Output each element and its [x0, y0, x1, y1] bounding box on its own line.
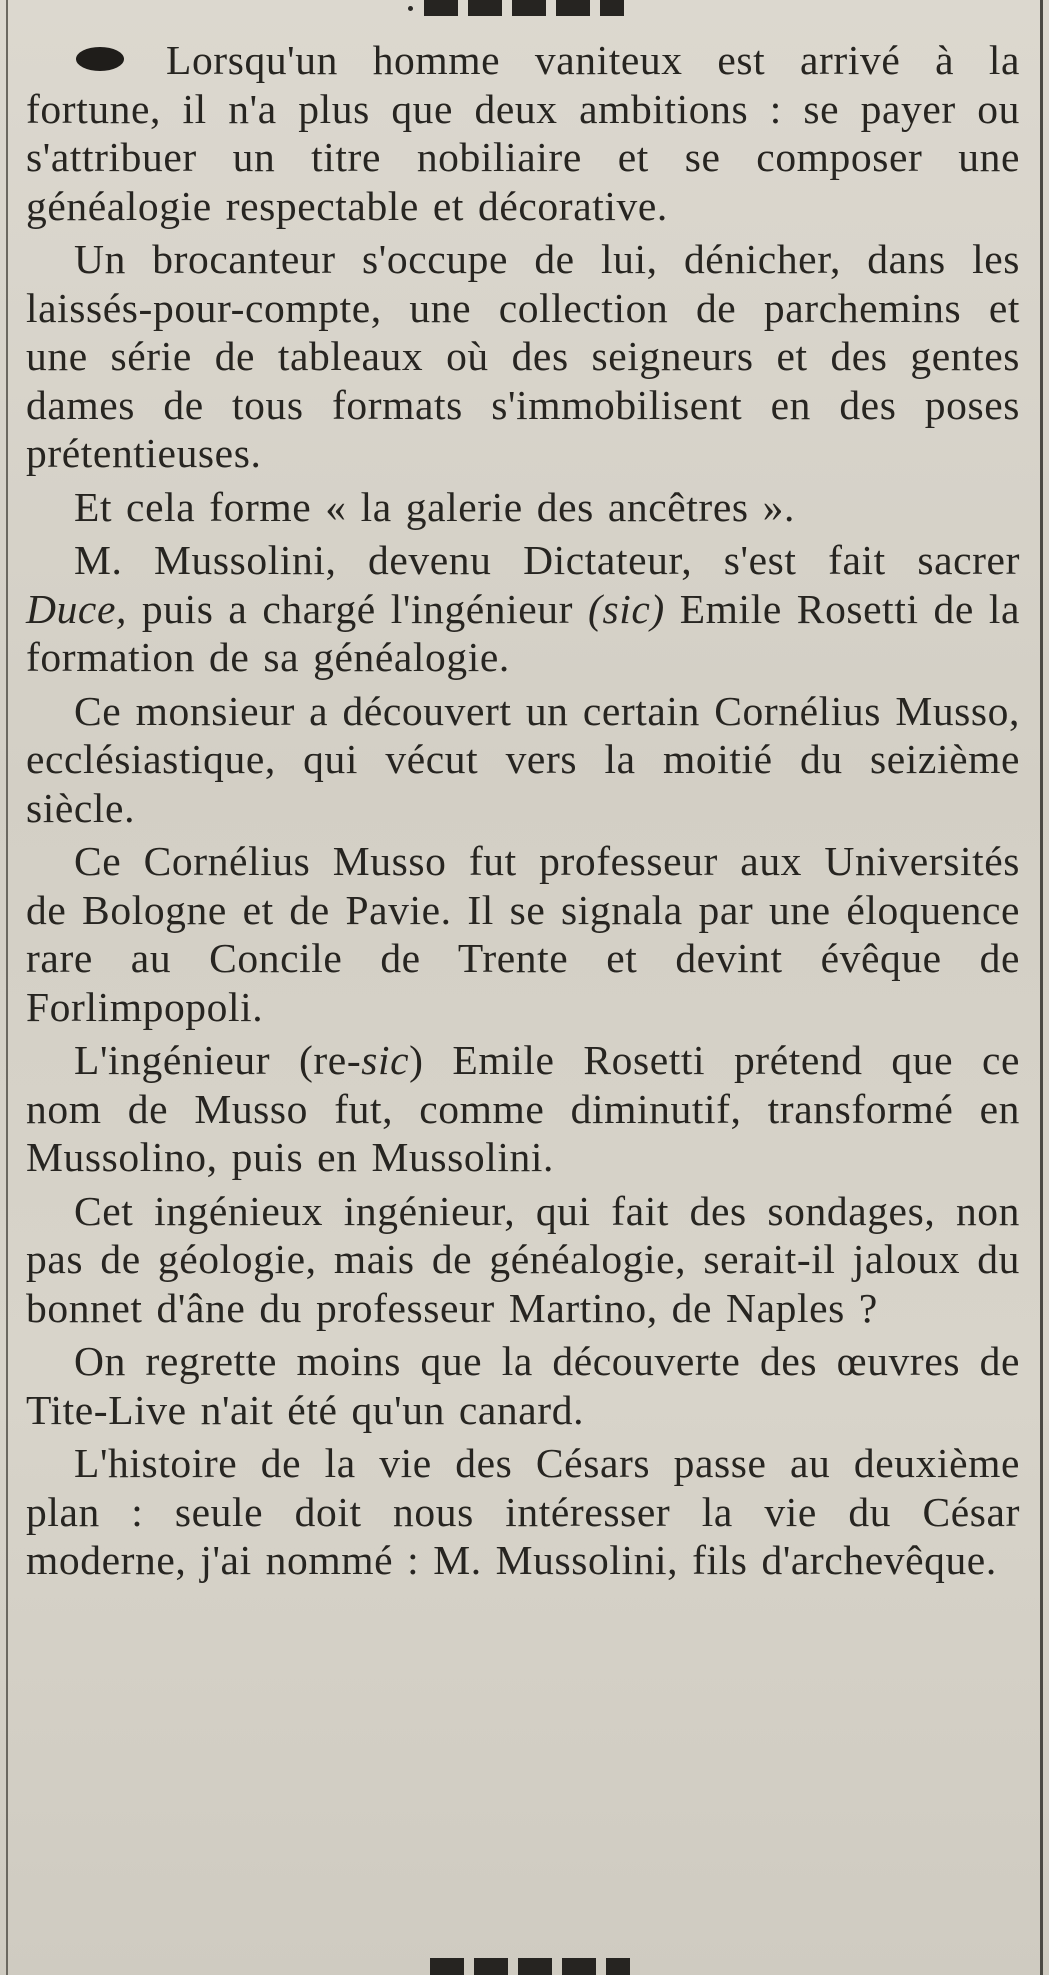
paragraph-2: Un brocanteur s'occupe de lui, dénicher, dans les laissés-pour-compte, une collection de parchemins et une série de tableaux où des seigneurs et des gentes dames de tous formats s'immobilisent en des poses prétentieuses.: [26, 236, 1020, 476]
paragraph-6: Ce Cornélius Musso fut professeur aux Universités de Bologne et de Pavie. Il se signala par une éloquence rare au Concile de Trente et devint évêque de Forlimpopoli.: [26, 838, 1020, 1030]
paragraph-1: Lorsqu'un homme vaniteux est arrivé à la fortune, il n'a plus que deux ambitions : se payer ou s'attribuer un titre nobiliaire et se composer une généalogie respectable et décorative.: [26, 37, 1020, 229]
paragraph-3: Et cela forme « la galerie des ancêtres ».: [74, 483, 795, 530]
paragraph-5: Ce monsieur a découvert un certain Cornélius Musso, ecclésiastique, qui vécut vers la moitié du seizième siècle.: [26, 687, 1020, 831]
article-body: [26, 36, 1020, 1590]
column-rule-left: [6, 0, 8, 1975]
top-separator-ornament: [424, 0, 624, 16]
italic-sic: sic: [361, 1037, 410, 1083]
column-rule-right: [1040, 0, 1043, 1975]
bottom-separator-ornament: [430, 1958, 630, 1975]
paragraph-10: L'histoire de la vie des Césars passe au deuxième plan : seule doit nous intéresser la vie du César moderne, j'ai nommé : M. Mussolini, fils d'archevêque.: [26, 1440, 1020, 1583]
italic-sic: (sic): [588, 585, 665, 632]
paragraph-4: M. Mussolini, devenu Dictateur, s'est fait sacrer Duce, puis a chargé l'ingénieur (sic) Emile Rosetti de la formation de sa généalogie.: [26, 537, 1020, 680]
italic-duce: Duce,: [26, 585, 127, 632]
paragraph-8: Cet ingénieux ingénieur, qui fait des sondages, non pas de géologie, mais de généalogie, serait-il jaloux du bonnet d'âne du professeur Martino, de Naples ?: [26, 1187, 1020, 1331]
ornament-dot: [408, 6, 413, 11]
paragraph-9: On regrette moins que la découverte des œuvres de Tite-Live n'ait été qu'un canard.: [26, 1338, 1020, 1433]
leader-bullet-icon: [76, 47, 124, 71]
paragraph-7: L'ingénieur (re-sic) Emile Rosetti prétend que ce nom de Musso fut, comme diminutif, transformé en Mussolino, puis en Mussolini.: [26, 1037, 1020, 1180]
